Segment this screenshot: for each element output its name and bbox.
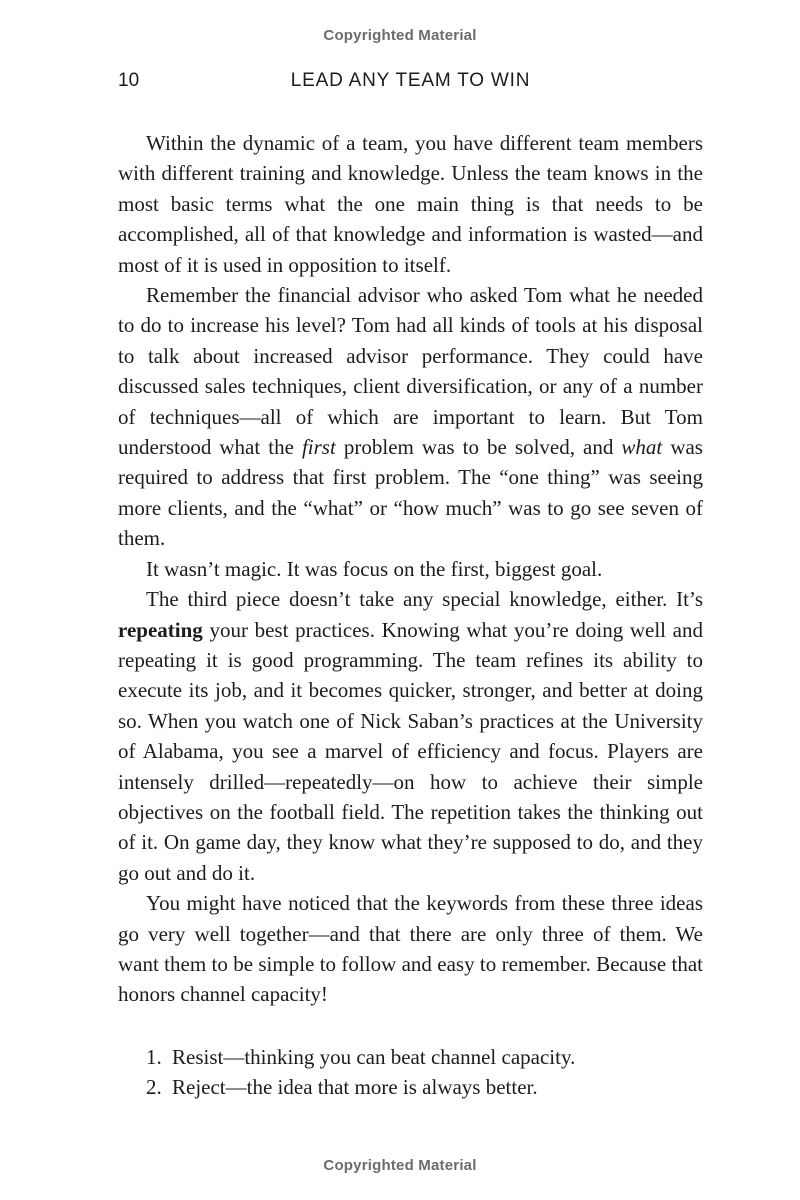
paragraph-4-text: The third piece doesn’t take any special knowledge, either. It’s [146, 587, 703, 612]
running-header [118, 70, 703, 96]
paragraph-3: It wasn’t magic. It was focus on the first, biggest goal. [146, 556, 603, 581]
list-item [146, 1072, 703, 1102]
list-number: 1. [146, 1044, 162, 1069]
paragraph-2-text: Remember the financial advisor who asked Tom what he needed to do to increase his level? Tom had all kinds of tools at his disposal to talk about increased advisor performance. They could have discussed sales techniques, client diversification, or any of a number of techniques—all of which are important to learn. But Tom understood what the [118, 283, 703, 460]
emphasis-what: what [621, 435, 663, 460]
paragraph-4 [118, 584, 703, 888]
paragraph-2 [118, 280, 703, 554]
list-item-text: Resist—thinking you can beat channel capacity. [172, 1044, 576, 1069]
paragraph-4-text: your best practices. Knowing what you’re doing well and repeating it is good programming. The team refines its ability to execute its job, and it becomes quicker, stronger, and better at doing so. When you watch one of Nick Saban’s practices at the University of Alabama, you see a marvel of efficiency and focus. Players are intensely drilled—repeatedly—on how to achieve their simple objectives on the football field. The repetition takes the thinking out of it. On game day, they know what they’re supposed to do, and they go out and do it. [118, 617, 703, 885]
list-number: 2. [146, 1075, 162, 1100]
numbered-list [146, 1042, 703, 1103]
emphasis-first: first [301, 435, 336, 460]
copyright-watermark-top: Copyrighted Material [323, 27, 477, 44]
paragraph-2-text: problem was to be solved, and [335, 435, 622, 460]
running-title: LEAD ANY TEAM TO WIN [290, 70, 531, 91]
paragraph-5: You might have noticed that the keywords from these three ideas go very well together—and that there are only three of them. We want them to be simple to follow and easy to remember. Because that honors channel capacity! [118, 891, 703, 1007]
paragraph-1: Within the dynamic of a team, you have different team members with different training and knowledge. Unless the team knows in the most basic terms what the one main thing is that needs to be accomplished, all of that knowledge and information is wasted—and most of it is used in opposition to itself. [118, 131, 703, 277]
paragraph-2-text: was required to address that first problem. The “one thing” was seeing more clients, and the “what” or “how much” was to go see seven of them. [118, 435, 703, 551]
bold-repeating: repeating [118, 617, 203, 642]
list-item [146, 1042, 703, 1072]
list-item-text: Reject—the idea that more is always better. [172, 1075, 538, 1100]
body-text [118, 128, 703, 1103]
page-number: 10 [118, 70, 140, 91]
copyright-watermark-bottom: Copyrighted Material [323, 1157, 477, 1174]
